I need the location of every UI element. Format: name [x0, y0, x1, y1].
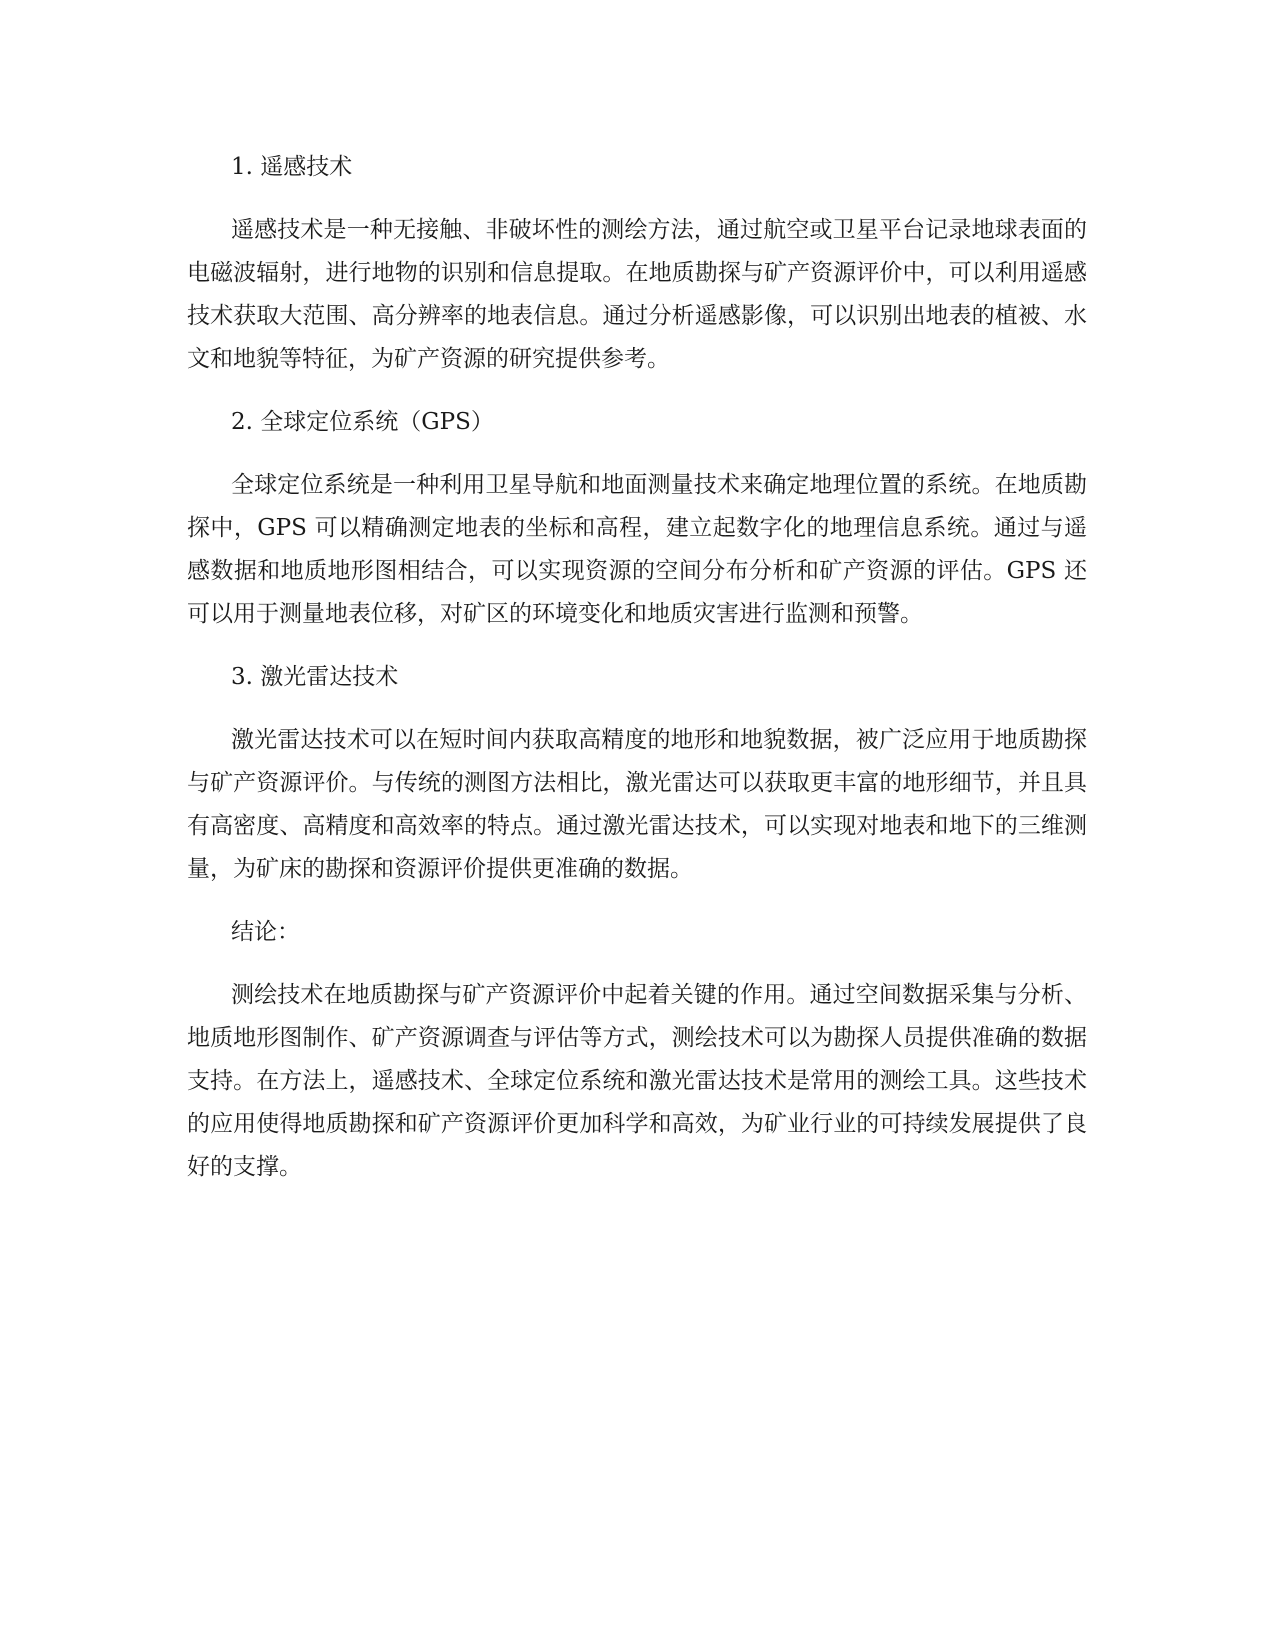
section-paragraph-remote-sensing: 遥感技术是一种无接触、非破坏性的测绘方法，通过航空或卫星平台记录地球表面的电磁波辐射，进行地物的识别和信息提取。在地质勘探与矿产资源评价中，可以利用遥感技术获取大范围、高分辨率的地表信息。通过分析遥感影像，可以识别出地表的植被、水文和地貌等特征，为矿产资源的研究提供参考。 — [187, 217, 1087, 372]
section-paragraph-gps: 全球定位系统是一种利用卫星导航和地面测量技术来确定地理位置的系统。在地质勘探中，GPS 可以精确测定地表的坐标和高程，建立起数字化的地理信息系统。通过与遥感数据和地质地形图相结合，可以实现资源的空间分布分析和矿产资源的评估。GPS 还可以用于测量地表位移，对矿区的环境变化和地质灾害进行监测和预警。 — [187, 472, 1087, 627]
section-heading-remote-sensing: 1. 遥感技术 — [231, 154, 353, 180]
section-heading-gps: 2. 全球定位系统（GPS） — [231, 409, 494, 435]
section-paragraph-lidar: 激光雷达技术可以在短时间内获取高精度的地形和地貌数据，被广泛应用于地质勘探与矿产资源评价。与传统的测图方法相比，激光雷达可以获取更丰富的地形细节，并且具有高密度、高精度和高效率的特点。通过激光雷达技术，可以实现对地表和地下的三维测量，为矿床的勘探和资源评价提供更准确的数据。 — [187, 727, 1087, 882]
document-body — [187, 146, 1087, 1189]
section-heading-lidar: 3. 激光雷达技术 — [231, 664, 399, 690]
section-paragraph-conclusion: 测绘技术在地质勘探与矿产资源评价中起着关键的作用。通过空间数据采集与分析、地质地形图制作、矿产资源调查与评估等方式，测绘技术可以为勘探人员提供准确的数据支持。在方法上，遥感技术、全球定位系统和激光雷达技术是常用的测绘工具。这些技术的应用使得地质勘探和矿产资源评价更加科学和高效，为矿业行业的可持续发展提供了良好的支撑。 — [187, 982, 1087, 1180]
section-heading-conclusion: 结论： — [231, 919, 300, 945]
